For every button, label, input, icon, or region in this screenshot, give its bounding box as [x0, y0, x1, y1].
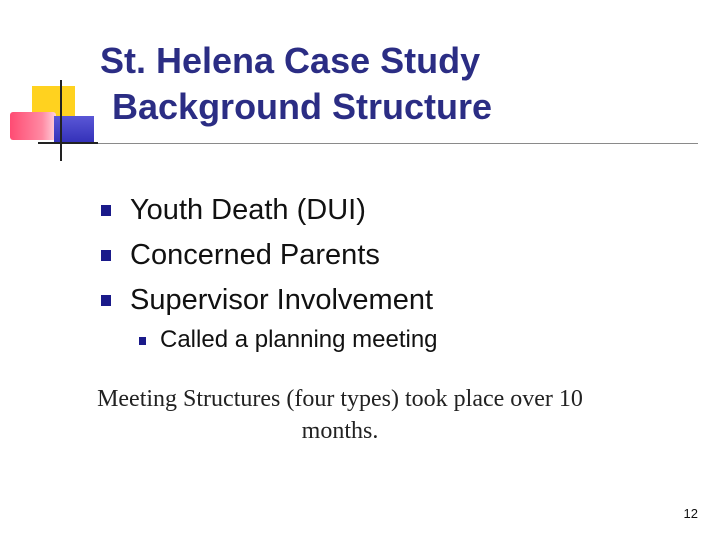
- decorative-red-bar: [10, 112, 56, 140]
- bullet-text: Concerned Parents: [130, 239, 380, 271]
- slide-title: [100, 38, 492, 130]
- decorative-vertical-line: [60, 80, 62, 161]
- list-item: [100, 278, 433, 323]
- summary-note: Meeting Structures (four types) took place over 10 months.: [97, 386, 583, 444]
- bullet-text: Youth Death (DUI): [130, 194, 366, 226]
- decorative-horizontal-line: [38, 142, 98, 144]
- square-bullet-icon: [101, 295, 111, 306]
- square-bullet-icon: [101, 205, 111, 216]
- square-bullet-icon: [101, 250, 111, 261]
- list-item: [100, 233, 433, 278]
- list-item: [100, 188, 433, 233]
- square-bullet-icon: [139, 337, 146, 345]
- sub-bullet-text: Called a planning meeting: [160, 326, 438, 353]
- bullet-text: Supervisor Involvement: [130, 284, 434, 316]
- list-item: [139, 322, 438, 358]
- title-underline: [38, 143, 698, 144]
- sub-bullet-list: [139, 322, 438, 358]
- bullet-list: [100, 188, 433, 323]
- title-line-1: St. Helena Case Study: [100, 40, 481, 81]
- title-line-2: Background Structure: [112, 86, 493, 127]
- page-number: 12: [683, 506, 698, 521]
